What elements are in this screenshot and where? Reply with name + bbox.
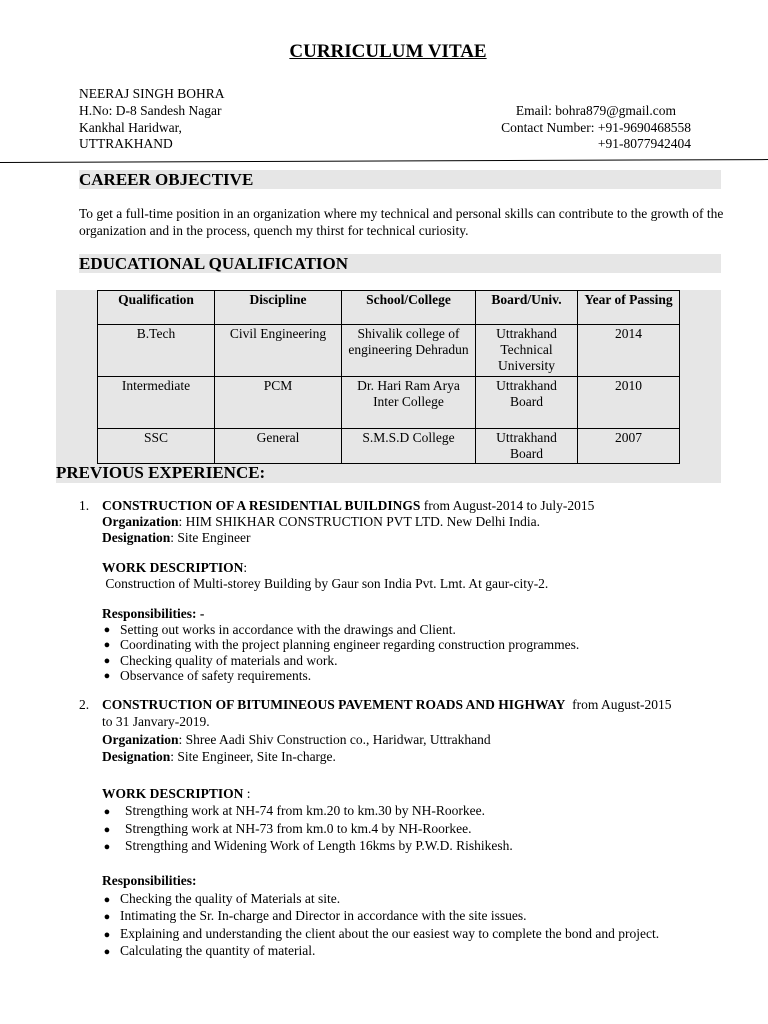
- table-cell: Uttrakhand Board: [476, 377, 578, 429]
- header-divider: [0, 159, 768, 163]
- work-description-colon: :: [243, 786, 251, 801]
- table-cell: Shivalik college of engineering Dehradun: [342, 325, 476, 377]
- table-cell: 2007: [578, 429, 680, 464]
- list-item: Intimating the Sr. In-charge and Director in accordance with the site issues.: [120, 908, 527, 923]
- experience-1-work-heading: [102, 560, 247, 576]
- experience-1-title-line: [102, 498, 594, 514]
- bullet-icon: ●: [103, 670, 111, 682]
- table-cell: 2014: [578, 325, 680, 377]
- list-item: Strengthing and Widening Work of Length 16kms by P.W.D. Rishikesh.: [125, 838, 513, 853]
- experience-2-period-line-1: from August-2015: [565, 697, 672, 712]
- designation-label: Designation: [102, 530, 171, 545]
- designation-value: : Site Engineer, Site In-charge.: [170, 749, 336, 764]
- column-header: Year of Passing: [578, 291, 680, 325]
- list-item: Setting out works in accordance with the drawings and Client.: [120, 622, 456, 637]
- table-cell: Uttrakhand Board: [476, 429, 578, 464]
- list-item: Observance of safety requirements.: [120, 668, 312, 683]
- experience-2-designation: [102, 749, 336, 765]
- list-item: Strengthing work at NH-73 from km.0 to km.4 by NH-Roorkee.: [125, 821, 472, 836]
- column-header: School/College: [342, 291, 476, 325]
- work-description-label: WORK DESCRIPTION: [102, 786, 244, 801]
- bullet-icon: ●: [103, 911, 111, 923]
- experience-1-period: from August-2014 to July-2015: [420, 498, 595, 513]
- table-cell: Intermediate: [98, 377, 215, 429]
- bullet-icon: ●: [103, 841, 111, 853]
- list-item: Checking quality of materials and work.: [120, 653, 338, 668]
- organization-value: : Shree Aadi Shiv Construction co., Haridwar, Uttrakhand: [178, 732, 491, 747]
- bullet-icon: ●: [103, 639, 111, 651]
- list-item: Strengthing work at NH-74 from km.20 to km.30 by NH-Roorkee.: [125, 803, 485, 818]
- table-cell: SSC: [98, 429, 215, 464]
- table-cell: 2010: [578, 377, 680, 429]
- bullet-icon: ●: [103, 894, 111, 906]
- organization-label: Organization: [102, 514, 179, 529]
- candidate-name: NEERAJ SINGH BOHRA: [79, 86, 225, 101]
- experience-2-title: CONSTRUCTION OF BITUMINEOUS PAVEMENT ROADS AND HIGHWAY: [102, 697, 566, 712]
- table-cell: Civil Engineering: [215, 325, 342, 377]
- organization-label: Organization: [102, 732, 179, 747]
- experience-2-responsibilities-heading: Responsibilities:: [102, 873, 197, 888]
- work-description-label: WORK DESCRIPTION: [102, 560, 244, 575]
- education-table: [97, 290, 680, 464]
- list-item: Checking the quality of Materials at site.: [120, 891, 341, 906]
- bullet-icon: ●: [103, 946, 111, 958]
- experience-heading: PREVIOUS EXPERIENCE:: [56, 463, 266, 482]
- list-item: Calculating the quantity of material.: [120, 943, 316, 958]
- column-header: Qualification: [98, 291, 215, 325]
- experience-2-work-heading: [102, 786, 251, 802]
- bullet-icon: ●: [103, 624, 111, 636]
- table-cell: S.M.S.D College: [342, 429, 476, 464]
- experience-2-title-line: [102, 697, 671, 713]
- experience-2-period-line-2: to 31 Janvary-2019.: [102, 714, 210, 729]
- experience-1-number: 1.: [79, 498, 90, 513]
- experience-2-number: 2.: [79, 697, 90, 712]
- address-line-1: H.No: D-8 Sandesh Nagar: [79, 103, 222, 118]
- email: Email: bohra879@gmail.com: [515, 103, 676, 118]
- table-row: [98, 325, 680, 377]
- address-line-2: Kankhal Haridwar,: [79, 120, 182, 135]
- table-row: [98, 429, 680, 464]
- address-line-3: UTTRAKHAND: [79, 136, 173, 151]
- bullet-icon: ●: [103, 929, 111, 941]
- experience-1-work-text: Construction of Multi-storey Building by Gaur son India Pvt. Lmt. At gaur-city-2.: [102, 576, 549, 591]
- contact-number-2: +91-8077942404: [597, 136, 691, 151]
- table-cell: PCM: [215, 377, 342, 429]
- experience-2-organization: [102, 732, 491, 748]
- bullet-icon: ●: [103, 655, 111, 667]
- experience-1-designation: [102, 530, 251, 546]
- table-cell: B.Tech: [98, 325, 215, 377]
- career-objective-heading: CAREER OBJECTIVE: [79, 170, 254, 189]
- bullet-icon: ●: [103, 806, 111, 818]
- organization-value: : HIM SHIKHAR CONSTRUCTION PVT LTD. New Delhi India.: [178, 514, 540, 529]
- table-header-row: [98, 291, 680, 325]
- table-cell: Dr. Hari Ram Arya Inter College: [342, 377, 476, 429]
- list-item: Coordinating with the project planning engineer regarding construction programmes.: [120, 637, 580, 652]
- designation-value: : Site Engineer: [170, 530, 251, 545]
- table-row: [98, 377, 680, 429]
- contact-number: Contact Number: +91-9690468558: [501, 120, 691, 135]
- document-title: CURRICULUM VITAE: [289, 41, 487, 62]
- bullet-icon: ●: [103, 824, 111, 836]
- list-item: Explaining and understanding the client about the our easiest way to complete the bond and project.: [120, 926, 660, 941]
- experience-1-responsibilities-heading: Responsibilities: -: [102, 606, 205, 621]
- table-cell: Uttrakhand Technical University: [476, 325, 578, 377]
- career-objective-text: To get a full-time position in an organization where my technical and personal skills can contribute to the growth of the organization and in the process, quench my thirst for technical curiosity.: [79, 206, 724, 238]
- experience-1-title: CONSTRUCTION OF A RESIDENTIAL BUILDINGS: [102, 498, 421, 513]
- table-cell: General: [215, 429, 342, 464]
- column-header: Discipline: [215, 291, 342, 325]
- designation-label: Designation: [102, 749, 171, 764]
- education-heading: EDUCATIONAL QUALIFICATION: [79, 254, 349, 273]
- experience-1-organization: [102, 514, 540, 530]
- column-header: Board/Univ.: [476, 291, 578, 325]
- work-description-colon: :: [243, 560, 248, 575]
